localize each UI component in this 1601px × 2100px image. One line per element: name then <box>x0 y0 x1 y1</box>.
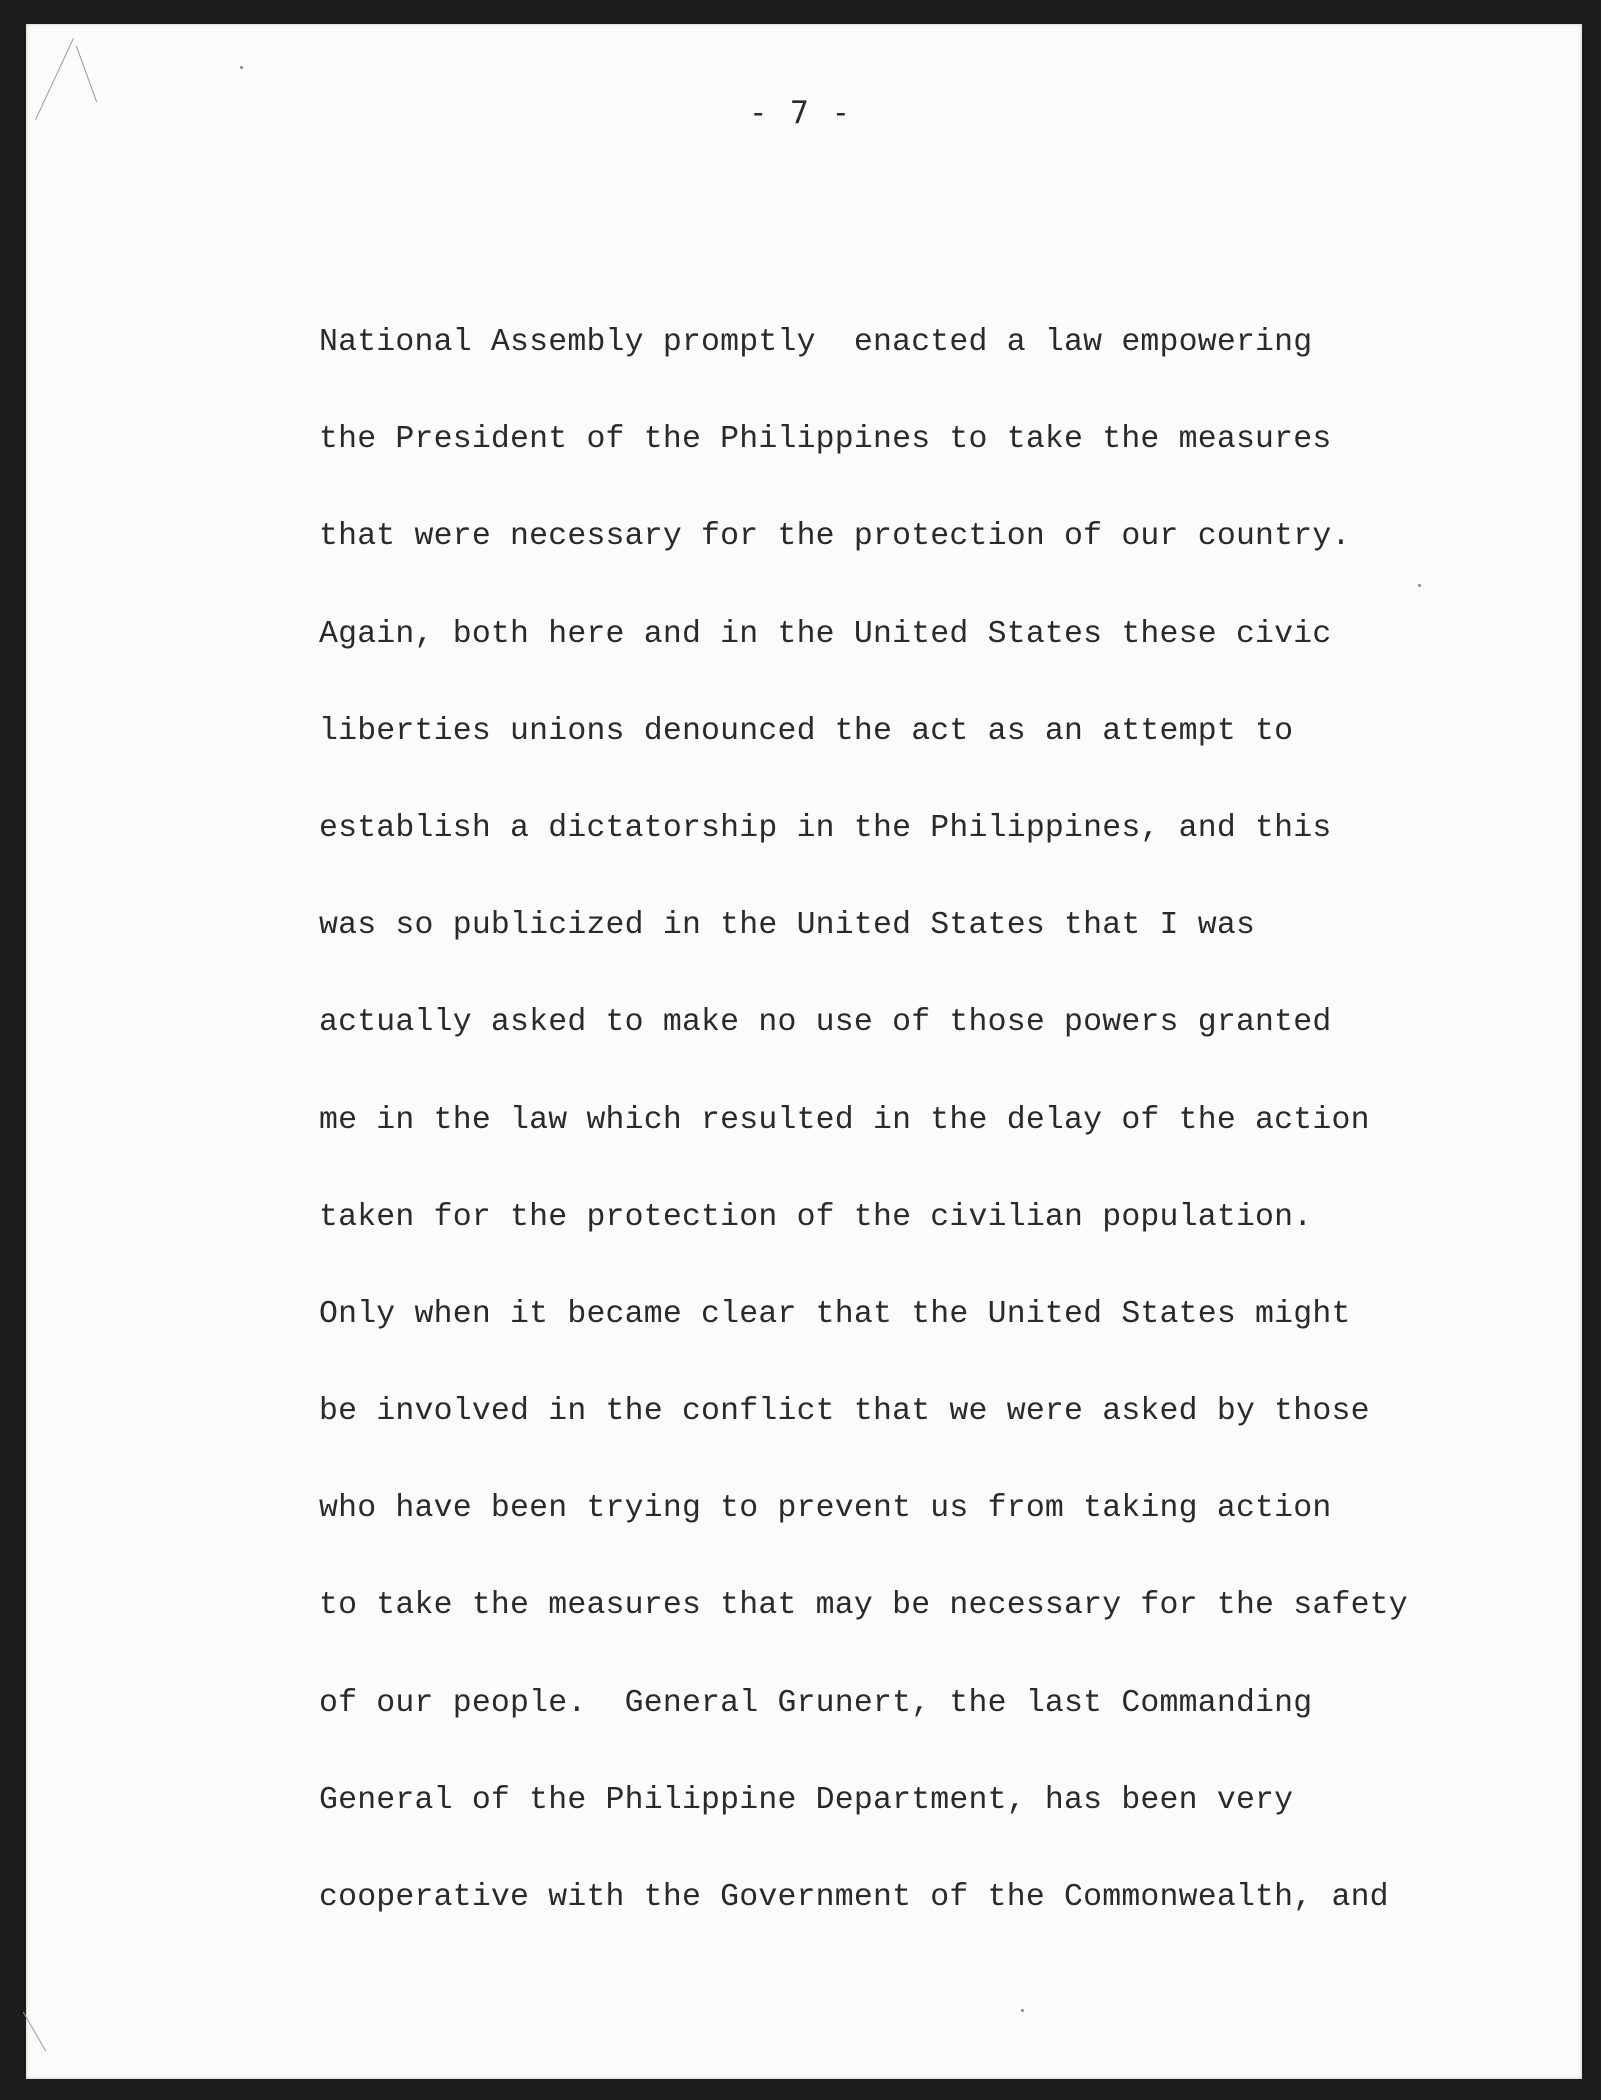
text-line: cooperative with the Government of the Commonwealth, and <box>319 1880 1389 1915</box>
text-line: liberties unions denounced the act as an attempt to <box>319 713 1294 749</box>
body-text <box>319 318 1449 1970</box>
text-line: General of the Philippine Department, has been very <box>319 1782 1294 1818</box>
bottom-corner-mark <box>23 2012 46 2051</box>
text-line: actually asked to make no use of those powers granted <box>319 1005 1332 1041</box>
text-line: the President of the Philippines to take the measures <box>319 422 1332 458</box>
text-line: was so publicized in the United States that I was <box>319 908 1256 944</box>
text-line: Only when it became clear that the United States might <box>319 1296 1351 1332</box>
paper-speck <box>240 66 243 69</box>
text-line: of our people. General Grunert, the last Commanding <box>319 1685 1313 1721</box>
page-number: - 7 - <box>748 95 853 131</box>
paper-speck <box>1021 2009 1024 2012</box>
text-line: that were necessary for the protection of our country. <box>319 519 1351 555</box>
text-line: who have been trying to prevent us from taking action <box>319 1491 1332 1527</box>
text-line: establish a dictatorship in the Philippines, and this <box>319 810 1332 846</box>
text-line: me in the law which resulted in the delay of the action <box>319 1102 1370 1138</box>
text-line: to take the measures that may be necessary for the safety <box>319 1588 1408 1624</box>
text-line: National Assembly promptly enacted a law empowering <box>319 325 1313 360</box>
text-line: be involved in the conflict that we were asked by those <box>319 1394 1370 1430</box>
text-line: Again, both here and in the United States these civic <box>319 616 1332 652</box>
corner-fold-mark <box>76 46 97 103</box>
text-line: taken for the protection of the civilian population. <box>319 1199 1313 1235</box>
